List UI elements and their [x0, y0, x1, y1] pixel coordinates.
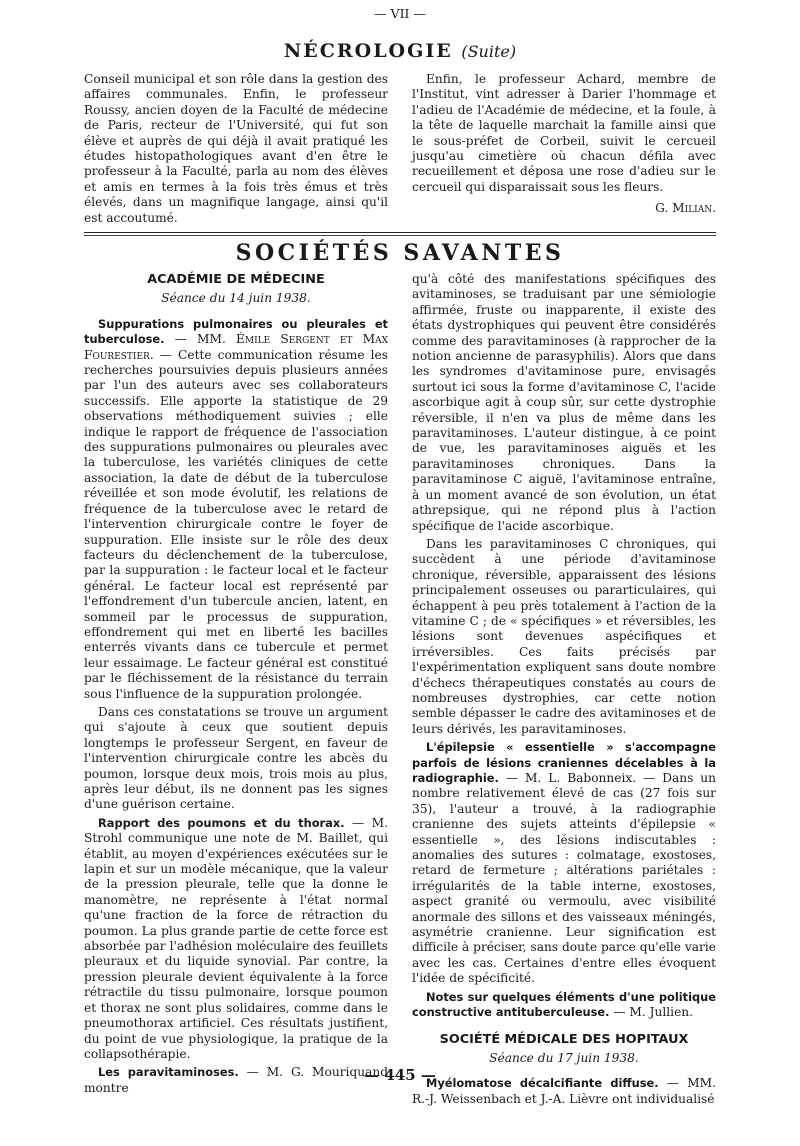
societes-savantes-title: SOCIÉTÉS SAVANTES	[235, 240, 565, 266]
article-lead-notes: Notes sur quelques éléments d'une politique constructive antituberculeuse.	[412, 989, 716, 1020]
academie-left-column	[84, 272, 388, 1099]
article-text-rapport: — M. Strohl communique une note de M. Baillet, qui établit, au moyen d'expériences exécutées sur le lapin et sur un modèle mécanique, que la valeur de la pression pleurale, telle que la donne le manomètre, ne représente à l'état normal qu'une fraction de la force de rétraction du poumon. La plus grande partie de cette force est absorbée par l'adhésion moléculaire des feuillets pleuraux et du liquide synovial. Par contre, la pression pleurale devient équivalente à la force rétractile du tissu pulmonaire, lorsque poumon et thorax ne sont plus solidaires, comme dans le pneumothorax artificiel. Ces résultats justifient, du point de vue physiologique, la pratique de la collapsothérapie.	[84, 815, 388, 1061]
hopitaux-heading: SOCIÉTÉ MÉDICALE DES HOPITAUX	[439, 1031, 689, 1047]
article-text-notes: — M. Jullien.	[609, 1005, 694, 1020]
necrologie-signature: G. Milian.	[655, 201, 716, 216]
academie-seance: Séance du 14 juin 1938.	[161, 291, 311, 306]
page-number: — 445 —	[364, 1066, 436, 1084]
academie-heading: ACADÉMIE DE MÉDECINE	[147, 272, 325, 287]
article-lead-suppurations: Suppurations pulmonaires ou pleurales et tuberculose.	[84, 316, 388, 347]
necrologie-title	[0, 40, 800, 62]
article-lead-rapport: Rapport des poumons et du thorax.	[98, 815, 345, 830]
necrologie-suite: (Suite)	[461, 42, 517, 61]
paravitaminoses-continued-1: qu'à côté des manifestations spécifiques des avitaminoses, se traduisant par une sémiologie affirmée, fruste ou inapparente, il existe des états dystrophiques qui peuvent être considérés comme des paravitaminoses (à rapprocher de la notion ancienne de parasyphilis). Alors que dans les syndromes d'avitaminose pure, envisagés surtout ici sous la forme d'avitaminose C, l'acide ascorbique agit à coup sûr, sur cette dystrophie réversible, il n'en va plus de même dans les paravitaminoses. L'auteur distingue, à ce point de vue, les paravitaminoses aiguës et les paravitaminoses chroniques. Dans la paravitaminose C aiguë, l'avitaminose entraîne, à un moment avancé de son évolution, un état athrepsique, qui ne répond plus à l'action spécifique de l'acide ascorbique.	[412, 272, 716, 533]
necrologie-title-text: NÉCROLOGIE	[283, 40, 453, 62]
hopitaux-seance: Séance du 17 juin 1938.	[489, 1050, 639, 1065]
article-lead-myelomatose: Myélomatose décalcifiante diffuse.	[426, 1076, 659, 1091]
section-divider-thin	[84, 235, 716, 236]
article-text-suppurations: Cette communication résume les recherches poursuivies depuis plusieurs années par l'un des auteurs avec ses collaborateurs successifs. Elle apporte la statistique de 29 observations méthodiquement suivies ; elle indique le rapport de fréquence de l'association des suppurations pulmonaires ou pleurales avec la tuberculose, les variétés cliniques de cette association, la date de début de la tuberculose réveillée et son mode évolutif, les relations de fréquence de la tuberculose avec le retard de l'intervention chirurgicale contre le foyer de suppuration. Elle insiste sur le rôle des deux facteurs du déclenchement de la tuberculose, par la suppuration : le facteur local et le facteur général. Le facteur local est représenté par l'effondrement d'un tubercule ancien, latent, en sommeil par le processus de suppuration, effondrement qui met en liberté les bacilles enterrés vivants dans ce tubercule et permet leur essaimage. Le facteur général est constitué par le fléchissement de la résistance du terrain sous l'influence de la suppuration prolongée.	[84, 347, 388, 701]
necrologie-right-column	[412, 72, 716, 217]
article-text-paravitaminoses: — M. G. Mouriquand montre	[84, 1065, 389, 1095]
academie-right-column	[412, 272, 716, 1110]
article-text-myelomatose: — MM. R.-J. Weissenbach et J.-A. Lièvre ont individualisé	[412, 1076, 716, 1106]
necrologie-right-text: Enfin, le professeur Achard, membre de l'Institut, vint adresser à Darier l'hommage et l'adieu de l'Académie de médecine, et la foule, à la tête de laquelle marchait la famille ainsi que le sous-préfet de Corbeil, suivit le cercueil jusqu'au cimetière où chacun défila avec recueillement et déposa une rose d'adieu sur le cercueil qui disparaissait sous les fleurs.	[412, 72, 716, 194]
article-lead-paravitaminoses: Les paravitaminoses.	[98, 1065, 239, 1080]
necrologie-left-column	[84, 72, 388, 229]
article-text-suppurations-2: Dans ces constatations se trouve un argument qui s'ajoute à ceux que soutient depuis longtemps le professeur Sergent, en faveur de l'intervention chirurgicale contre les abcès du poumon, lorsque deux mois, trois mois au plus, après leur début, ils ne donnent pas les signes d'une guérison certaine.	[84, 704, 388, 812]
paravitaminoses-continued-2: Dans les paravitaminoses C chroniques, qui succèdent à une période d'avitaminose chronique, réversible, apparaissent des lésions principalement osseuses ou pararticulaires, qui échappent à peu près totalement à l'action de la vitamine C ; de « spécifiques » et réversibles, les lésions sont devenues aspécifiques et irréversibles. Ces faits précisés par l'expérimentation expliquent sans doute nombre d'échecs thérapeutiques constatés au cours de nombreuses dystrophies, car cette notion semble dépasser le cadre des avitaminoses et de leurs dérivés, les paravitaminoses.	[412, 536, 716, 736]
necrologie-left-text: Conseil municipal et son rôle dans la gestion des affaires communales. Enfin, le professeur Roussy, ancien doyen de la Faculté de médecine de Paris, recteur de l'Université, qui fut son élève et auprès de qui déjà il avait pratiqué les études histopathologiques avant d'en être le professeur à la Faculté, parla au nom des élèves et amis en termes à la fois très émus et très élevés, dans un magnifique langage, ainsi qu'il est accoutumé.	[84, 72, 388, 225]
article-text-epilepsie: — M. L. Babonneix. — Dans un nombre relativement élevé de cas (27 fois sur 35), l'auteur a trouvé, à la radiographie cranienne des sujets atteints d'épilepsie « essentielle », des lésions indiscutables : anomalies des sutures : colmatage, exostoses, retard de fermeture ; altérations pariétales : irrégularités de la table interne, exostoses, aspect granité ou vermoulu, avec visibilité anormale des sillons et des vaisseaux méningés, asymétrie cranienne. Leur signification est difficile à préciser, sans doute parce qu'elle varie avec les cas. Certaines d'entre elles évoquent l'idée de spécificité.	[412, 771, 716, 986]
article-authors-sergent: — MM. Émile Sergent et Max Fourestier. —	[84, 332, 388, 362]
page-roman-number: — VII —	[374, 6, 426, 21]
section-divider	[84, 232, 716, 233]
article-lead-epilepsie: L'épilepsie « essentielle » s'accompagne parfois de lésions craniennes décelables à la radiographie.	[412, 740, 716, 785]
